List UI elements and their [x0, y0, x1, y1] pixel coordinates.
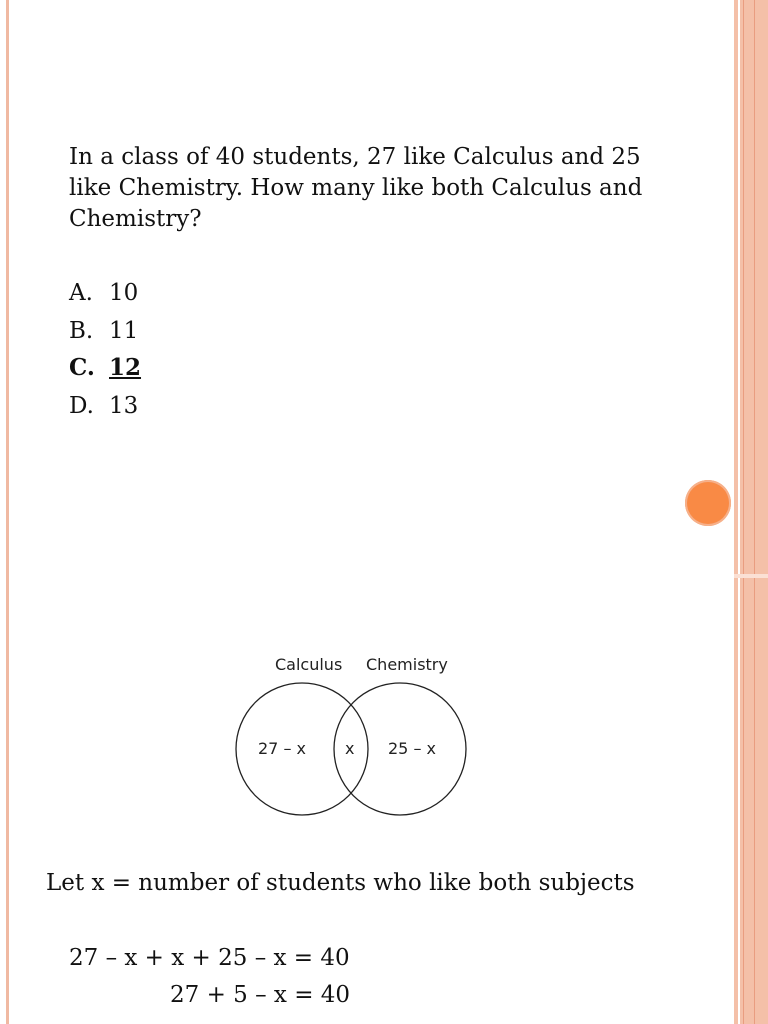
option-c-correct: [69, 353, 141, 391]
option-b: [69, 316, 141, 354]
option-value: 12: [109, 354, 142, 381]
option-label: A.: [69, 280, 93, 306]
option-value: 10: [109, 280, 139, 306]
venn-diagram: [230, 650, 480, 830]
answer-options: [69, 278, 141, 428]
let-statement: Let x = number of students who like both subjects: [46, 870, 635, 896]
option-label: B.: [69, 317, 94, 344]
question-text: In a class of 40 students, 27 like Calculus and 25 like Chemistry. How many like both Calculus and Chemistry?: [69, 144, 643, 232]
right-border: [734, 0, 768, 1024]
option-value: 11: [109, 317, 139, 344]
option-label: C.: [69, 354, 95, 381]
option-a: [69, 278, 141, 316]
venn-right-region: 25 – x: [388, 739, 436, 758]
venn-left-region: 27 – x: [258, 739, 306, 758]
left-border: [6, 0, 9, 1024]
venn-overlap-region: x: [345, 739, 355, 758]
option-value: 13: [109, 392, 139, 419]
option-label: D.: [69, 392, 94, 419]
venn-right-label: Chemistry: [366, 655, 448, 674]
venn-left-label: Calculus: [275, 655, 343, 674]
option-d: [69, 391, 141, 429]
orange-dot-decoration: [685, 480, 731, 526]
equation-1: 27 – x + x + 25 – x = 40: [69, 945, 350, 971]
equation-2: 27 + 5 – x = 40: [170, 982, 351, 1008]
